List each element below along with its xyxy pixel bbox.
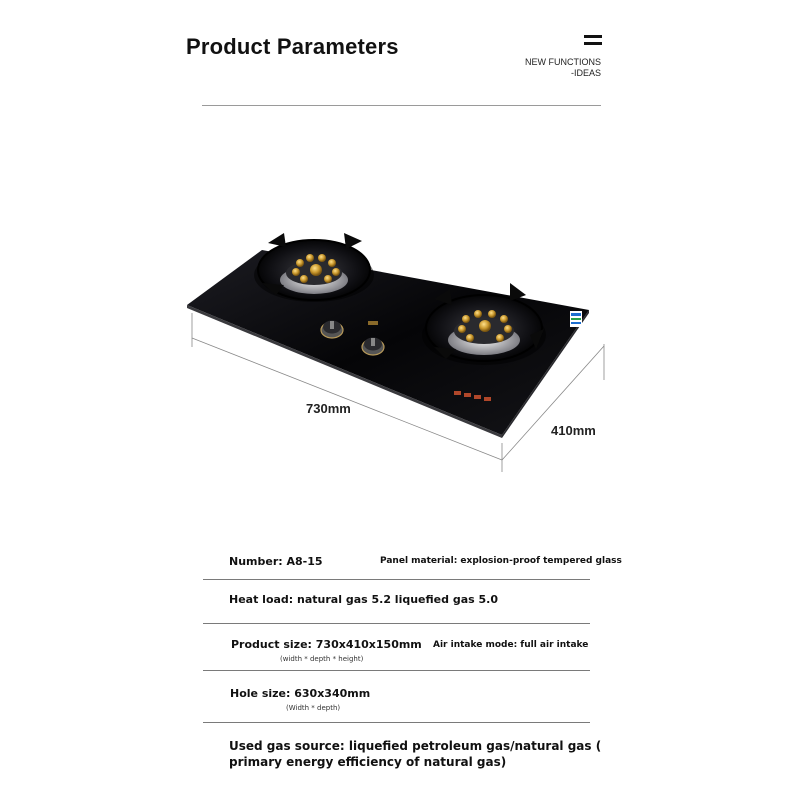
row-divider <box>203 722 590 723</box>
spec-product-size-note: (width * depth * height) <box>280 655 364 663</box>
header-divider <box>202 105 601 106</box>
row-divider <box>203 670 590 671</box>
spec-number: Number: A8-15 <box>229 555 323 568</box>
spec-hole-size-note: (Width * depth) <box>286 704 341 712</box>
page-title: Product Parameters <box>186 34 399 59</box>
width-dimension-label: 730mm <box>306 401 351 416</box>
spec-air-intake: Air intake mode: full air intake <box>433 640 589 650</box>
depth-dimension-label: 410mm <box>551 423 596 438</box>
gas-stove-illustration <box>184 225 614 475</box>
spec-heat-load: Heat load: natural gas 5.2 liquefied gas 5.0 <box>229 593 498 606</box>
right-burner <box>422 283 546 365</box>
spec-hole-size: Hole size: 630x340mm <box>230 687 371 700</box>
row-divider <box>203 579 590 580</box>
brand-tagline <box>500 57 601 79</box>
brand-tagline-line1: NEW FUNCTIONS <box>525 57 601 67</box>
spec-product-size: Product size: 730x410x150mm <box>231 638 422 651</box>
menu-icon[interactable] <box>584 35 602 45</box>
spec-gas-source-line1: Used gas source: liquefied petroleum gas/natural gas ( <box>229 739 602 753</box>
brand-plate <box>368 321 378 325</box>
row-divider <box>203 623 590 624</box>
spec-gas-source <box>229 738 601 770</box>
left-burner <box>254 233 374 302</box>
energy-label-icon <box>570 311 582 327</box>
spec-panel-material: Panel material: explosion-proof tempered glass <box>380 556 622 566</box>
spec-gas-source-line2: primary energy efficiency of natural gas) <box>229 755 507 769</box>
brand-tagline-line2: -IDEAS <box>570 68 601 78</box>
